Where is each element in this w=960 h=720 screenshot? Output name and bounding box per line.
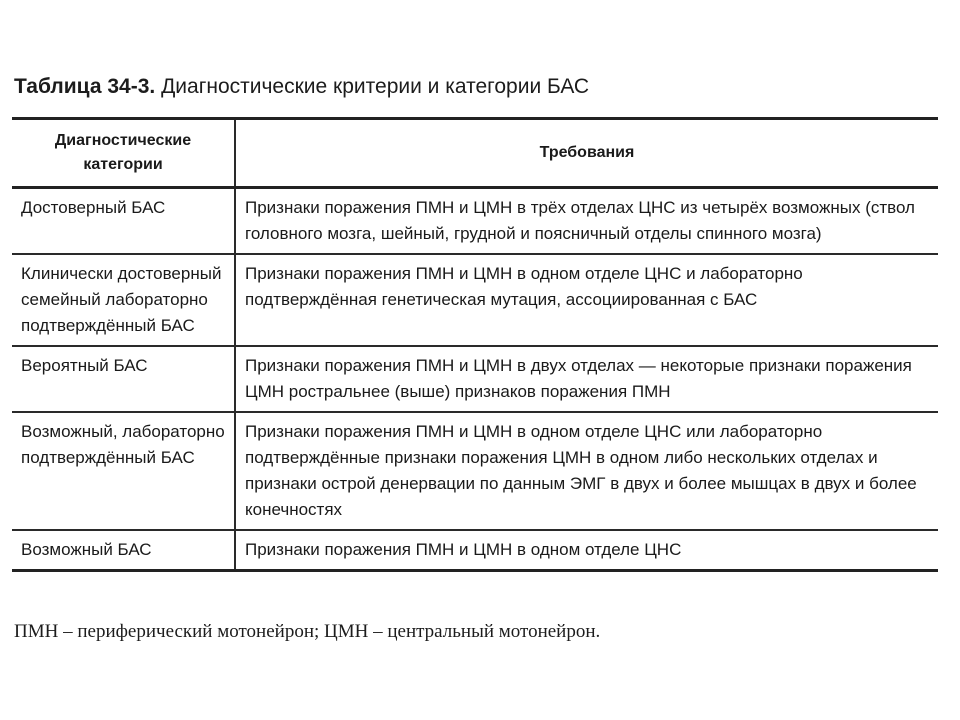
table-number: Таблица 34-3. xyxy=(14,75,156,98)
table-header-row xyxy=(12,119,938,188)
table-title: Диагностические критерии и категории БАС xyxy=(155,75,590,98)
row-requirements: Признаки поражения ПМН и ЦМН в двух отделах — некоторые признаки поражения ЦМН ростральнее (выше) признаков поражения ПМН xyxy=(235,346,938,412)
table-row xyxy=(12,188,938,255)
header-category: Диагностические категории xyxy=(12,119,235,188)
table-caption xyxy=(14,74,589,100)
row-category: Вероятный БАС xyxy=(12,346,235,412)
row-requirements: Признаки поражения ПМН и ЦМН в трёх отделах ЦНС из четырёх возможных (ствол головного мозга, шейный, грудной и поясничный отделы спинного мозга) xyxy=(235,188,938,255)
row-requirements: Признаки поражения ПМН и ЦМН в одном отделе ЦНС или лабораторно подтверждённые признаки поражения ЦМН в одном либо нескольких отделах и признаки острой денервации по данным ЭМГ в двух и более мышцах в двух и более конечностях xyxy=(235,412,938,530)
table-row xyxy=(12,254,938,346)
row-category: Клинически достоверный семейный лабораторно подтверждённый БАС xyxy=(12,254,235,346)
criteria-table xyxy=(12,117,938,572)
table-footnote: ПМН – периферический мотонейрон; ЦМН – центральный мотонейрон. xyxy=(14,621,601,642)
row-category: Достоверный БАС xyxy=(12,188,235,255)
table-row xyxy=(12,412,938,530)
row-requirements: Признаки поражения ПМН и ЦМН в одном отделе ЦНС и лабораторно подтверждённая генетическая мутация, ассоциированная с БАС xyxy=(235,254,938,346)
row-category: Возможный БАС xyxy=(12,530,235,571)
header-requirements: Требования xyxy=(235,119,938,188)
row-category: Возможный, лабораторно подтверждённый БАС xyxy=(12,412,235,530)
table-row xyxy=(12,530,938,571)
row-requirements: Признаки поражения ПМН и ЦМН в одном отделе ЦНС xyxy=(235,530,938,571)
table-row xyxy=(12,346,938,412)
